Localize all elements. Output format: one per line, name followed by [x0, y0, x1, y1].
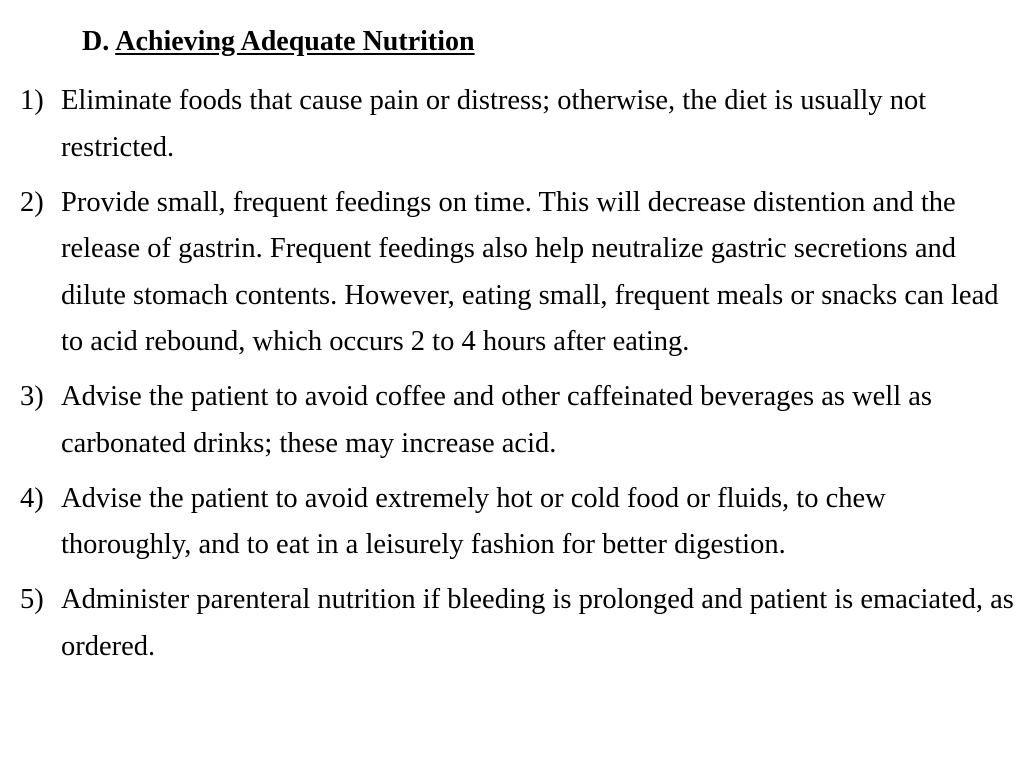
- section-title: Achieving Adequate Nutrition: [115, 26, 475, 57]
- section-letter: D.: [82, 26, 110, 57]
- list-item: [20, 374, 1020, 467]
- item-number: 1): [20, 85, 44, 116]
- item-text: Provide small, frequent feedings on time. This will decrease distention and the release of gastrin. Frequent feedings also help neutralize gastric secretions and dilute stomach contents. However, eating small, frequent meals or snacks can lead to acid rebound, which occurs 2 to 4 hours after eating.: [61, 186, 999, 357]
- item-number: 3): [20, 381, 44, 412]
- item-text: Administer parenteral nutrition if bleeding is prolonged and patient is emaciated, as ordered.: [61, 584, 1014, 662]
- list-item: [20, 180, 1020, 366]
- item-text: Eliminate foods that cause pain or distress; otherwise, the diet is usually not restricted.: [61, 85, 927, 163]
- list-item: [20, 476, 1020, 569]
- list-item: [20, 577, 1020, 670]
- item-number: 4): [20, 482, 44, 514]
- list-item: [20, 78, 1020, 171]
- item-number: 2): [20, 186, 44, 218]
- item-number: 5): [20, 584, 44, 615]
- section-heading: [82, 24, 475, 60]
- item-text: Advise the patient to avoid extremely hot or cold food or fluids, to chew thoroughly, and to eat in a leisurely fashion for better digestion.: [61, 482, 886, 560]
- item-text: Advise the patient to avoid coffee and other caffeinated beverages as well as carbonated drinks; these may increase acid.: [61, 381, 933, 459]
- nutrition-list: [20, 78, 1020, 679]
